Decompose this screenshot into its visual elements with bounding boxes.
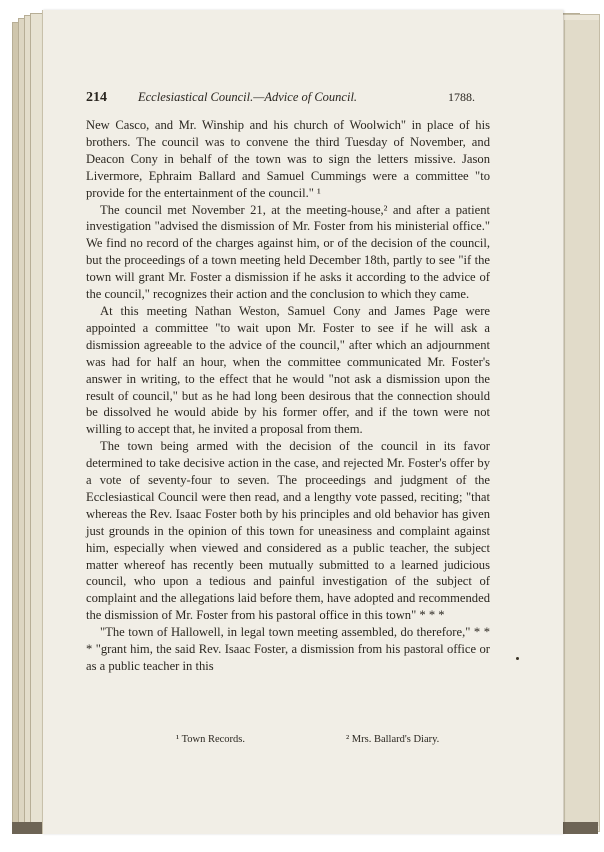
- footnote-2: ² Mrs. Ballard's Diary.: [346, 734, 440, 745]
- footnotes: [86, 734, 490, 750]
- page-year: 1788.: [448, 90, 475, 104]
- page-header: [86, 90, 486, 110]
- paragraph: "The town of Hallowell, in legal town meeting assembled, do therefore," * * * "grant him, the said Rev. Isaac Foster, a dismission from his pastoral office or as a public teacher in this: [86, 625, 490, 673]
- page-number: 214: [86, 90, 107, 105]
- page-body: [86, 117, 490, 675]
- paragraph: At this meeting Nathan Weston, Samuel Cony and James Page were appointed a committee "to wait upon Mr. Foster to see if he will ask a dismission agreeable to the advice of the council," after which an adjournment was had for half an hour, when the committee communicated Mr. Foster's answer in writing, to the effect that he would "not ask a dismission upon the result of council," but as he had long been desirous that the connection should be dissolved he would abide by his former offer, and if the town were not willing to accept that, he invited a proposal from them.: [86, 303, 490, 437]
- right-leaf-edge: [564, 20, 599, 826]
- paragraph: The town being armed with the decision of the council in its favor determined to take decisive action in the case, and rejected Mr. Foster's offer by a vote of seventy-four to seven. The proceedings and judgment of the Ecclesiastical Council were then read, and a lengthy vote passed, reciting; "that whereas the Rev. Isaac Foster both by his principles and old behavior has given just grounds in the opinion of this town for uneasiness and complaint against him, especially when viewed and considered as a public teacher, the subject matter whereof has recently been mutually submitted to a learned judicious council, who upon a tedious and painful investigation of the subject of complaint and the allegations laid before them, have adopted and recommended the dismission of Mr. Foster from his pastoral office in this town" * * *: [86, 439, 490, 623]
- running-title: Ecclesiastical Council.—Advice of Council.: [138, 90, 358, 104]
- paragraph: New Casco, and Mr. Winship and his church of Woolwich" in place of his brothers. The council was to convene the third Tuesday of November, and Deacon Cony in behalf of the town was to sign the letters missive. Jason Livermore, Ephraim Ballard and Samuel Cummings were a committee "to provide for the entertainment of the council." ¹: [86, 118, 490, 200]
- footnote-1: ¹ Town Records.: [176, 734, 246, 745]
- ink-mark: [516, 657, 519, 660]
- paragraph: The council met November 21, at the meeting-house,² and after a patient investigation "advised the dismission of Mr. Foster from his ministerial office." We find no record of the charges against him, or of the decision of the council, but the proceedings of a town meeting held December 18th, partly to see "if the town will grant Mr. Foster a dismission if he asks it according to the advice of the council," recognizes their action and the conclusion to which they came.: [86, 202, 490, 302]
